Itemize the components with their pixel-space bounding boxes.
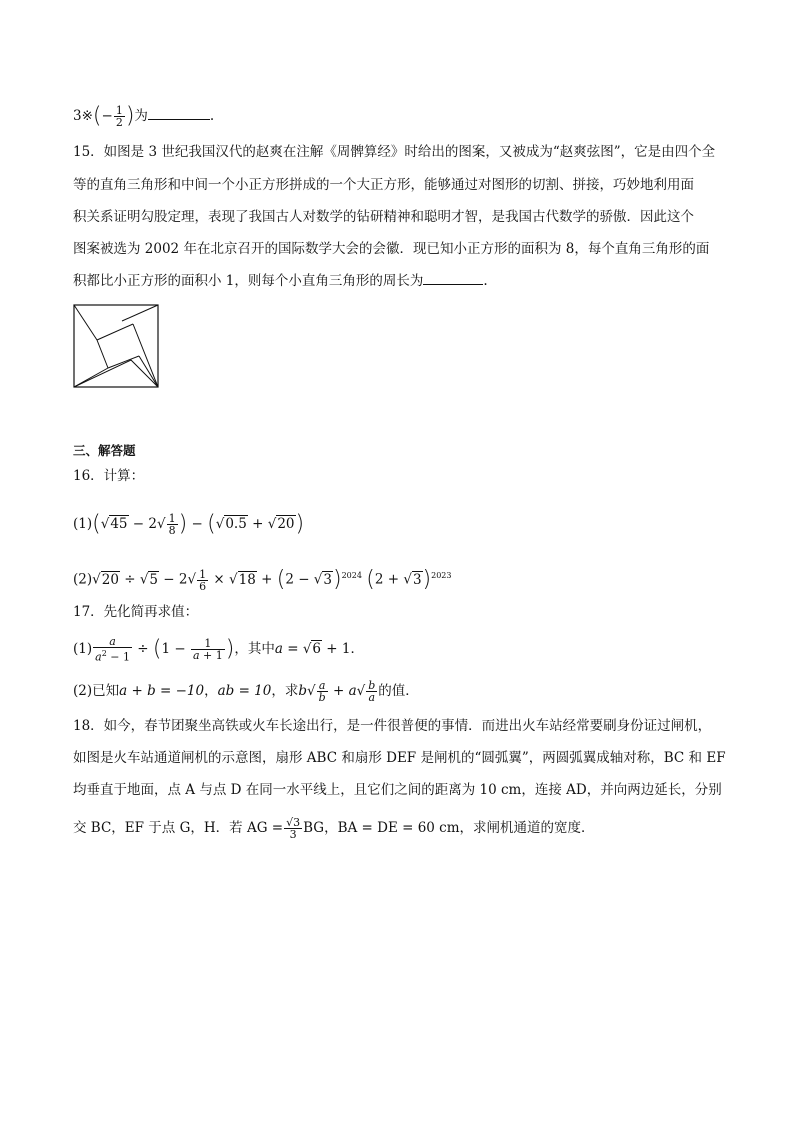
answer-blank[interactable] bbox=[148, 105, 210, 120]
q15-line-1: 15．如图是 3 世纪我国汉代的赵爽在注解《周髀算经》时给出的图案，又被成为“赵爽弦图”，它是由四个全 bbox=[73, 144, 716, 160]
section-title: 三、解答题 bbox=[73, 443, 136, 458]
q15-line-2: 等的直角三角形和中间一个小正方形拼成的一个大正方形，能够通过对图形的切割、拼接，巧妙地利用面 bbox=[73, 177, 694, 193]
q16-part2: (2)√20 ÷ √5 − 2√ $\frac{1}{6}$ × $√18 + (2 - √3)^{2024}$ $(2 + √3)^{2023}$ bbox=[73, 567, 452, 593]
q14-answer-line: 3※(− $\frac{1}{2}$ )为 . bbox=[73, 103, 215, 129]
zhao-shuang-diagram bbox=[73, 304, 159, 388]
q15-line-5: 积都比小正方形的面积小 1，则每个小直角三角形的周长为 . bbox=[73, 270, 734, 291]
q17-part2: (2)已知a + b = −10，ab = 10，求b√ $\frac{a}{b}$ + a√ $\frac{b}{a}$ 的值． bbox=[73, 679, 419, 704]
q18-line-3: 均垂直于地面，点 A 与点 D 在同一水平线上，且它们之间的距离为 10 cm，连接 AD，并向两边延长，分别 bbox=[73, 782, 722, 798]
q18-line-1: 18．如今，春节团聚坐高铁或火车长途出行，是一件很普便的事情．而进出火车站经常要刷身份证过闸机， bbox=[73, 718, 712, 734]
q18-line-2: 如图是火车站通道闸机的示意图，扇形 ABC 和扇形 DEF 是闸机的“圆弧翼”，两圆弧翼成轴对称，BC 和 EF bbox=[73, 750, 726, 766]
q16-stem: 16．计算： bbox=[73, 468, 145, 484]
q17-stem: 17．先化简再求值： bbox=[73, 604, 199, 620]
q16-part1: (1)(√45 − 2√ $\frac{1}{8}$ ) − (√0.5 + √20) bbox=[73, 511, 305, 537]
q15-line-4: 图案被选为 2002 年在北京召开的国际数学大会的会徽．现已知小正方形的面积为 8，每个直角三角形的面 bbox=[73, 241, 710, 257]
q18-line-4: 交 BC，EF 于点 G，H．若 AG = $\frac{√3}{3}$ BG，BA = DE = 60 cm，求闸机通道的宽度． bbox=[73, 816, 595, 841]
answer-blank[interactable] bbox=[423, 270, 483, 285]
q17-part1: (1) $\frac{a}{a^2 - 1}$ ÷ (1 − $\frac{1}{a + 1}$ )，其中a = √6 + 1． bbox=[73, 635, 364, 664]
fraction: $\frac{1}{2}$ bbox=[115, 104, 123, 129]
q15-line-3: 积关系证明勾股定理，表现了我国古人对数学的钻研精神和聪明才智，是我国古代数学的骄傲．因此这个 bbox=[73, 209, 694, 225]
